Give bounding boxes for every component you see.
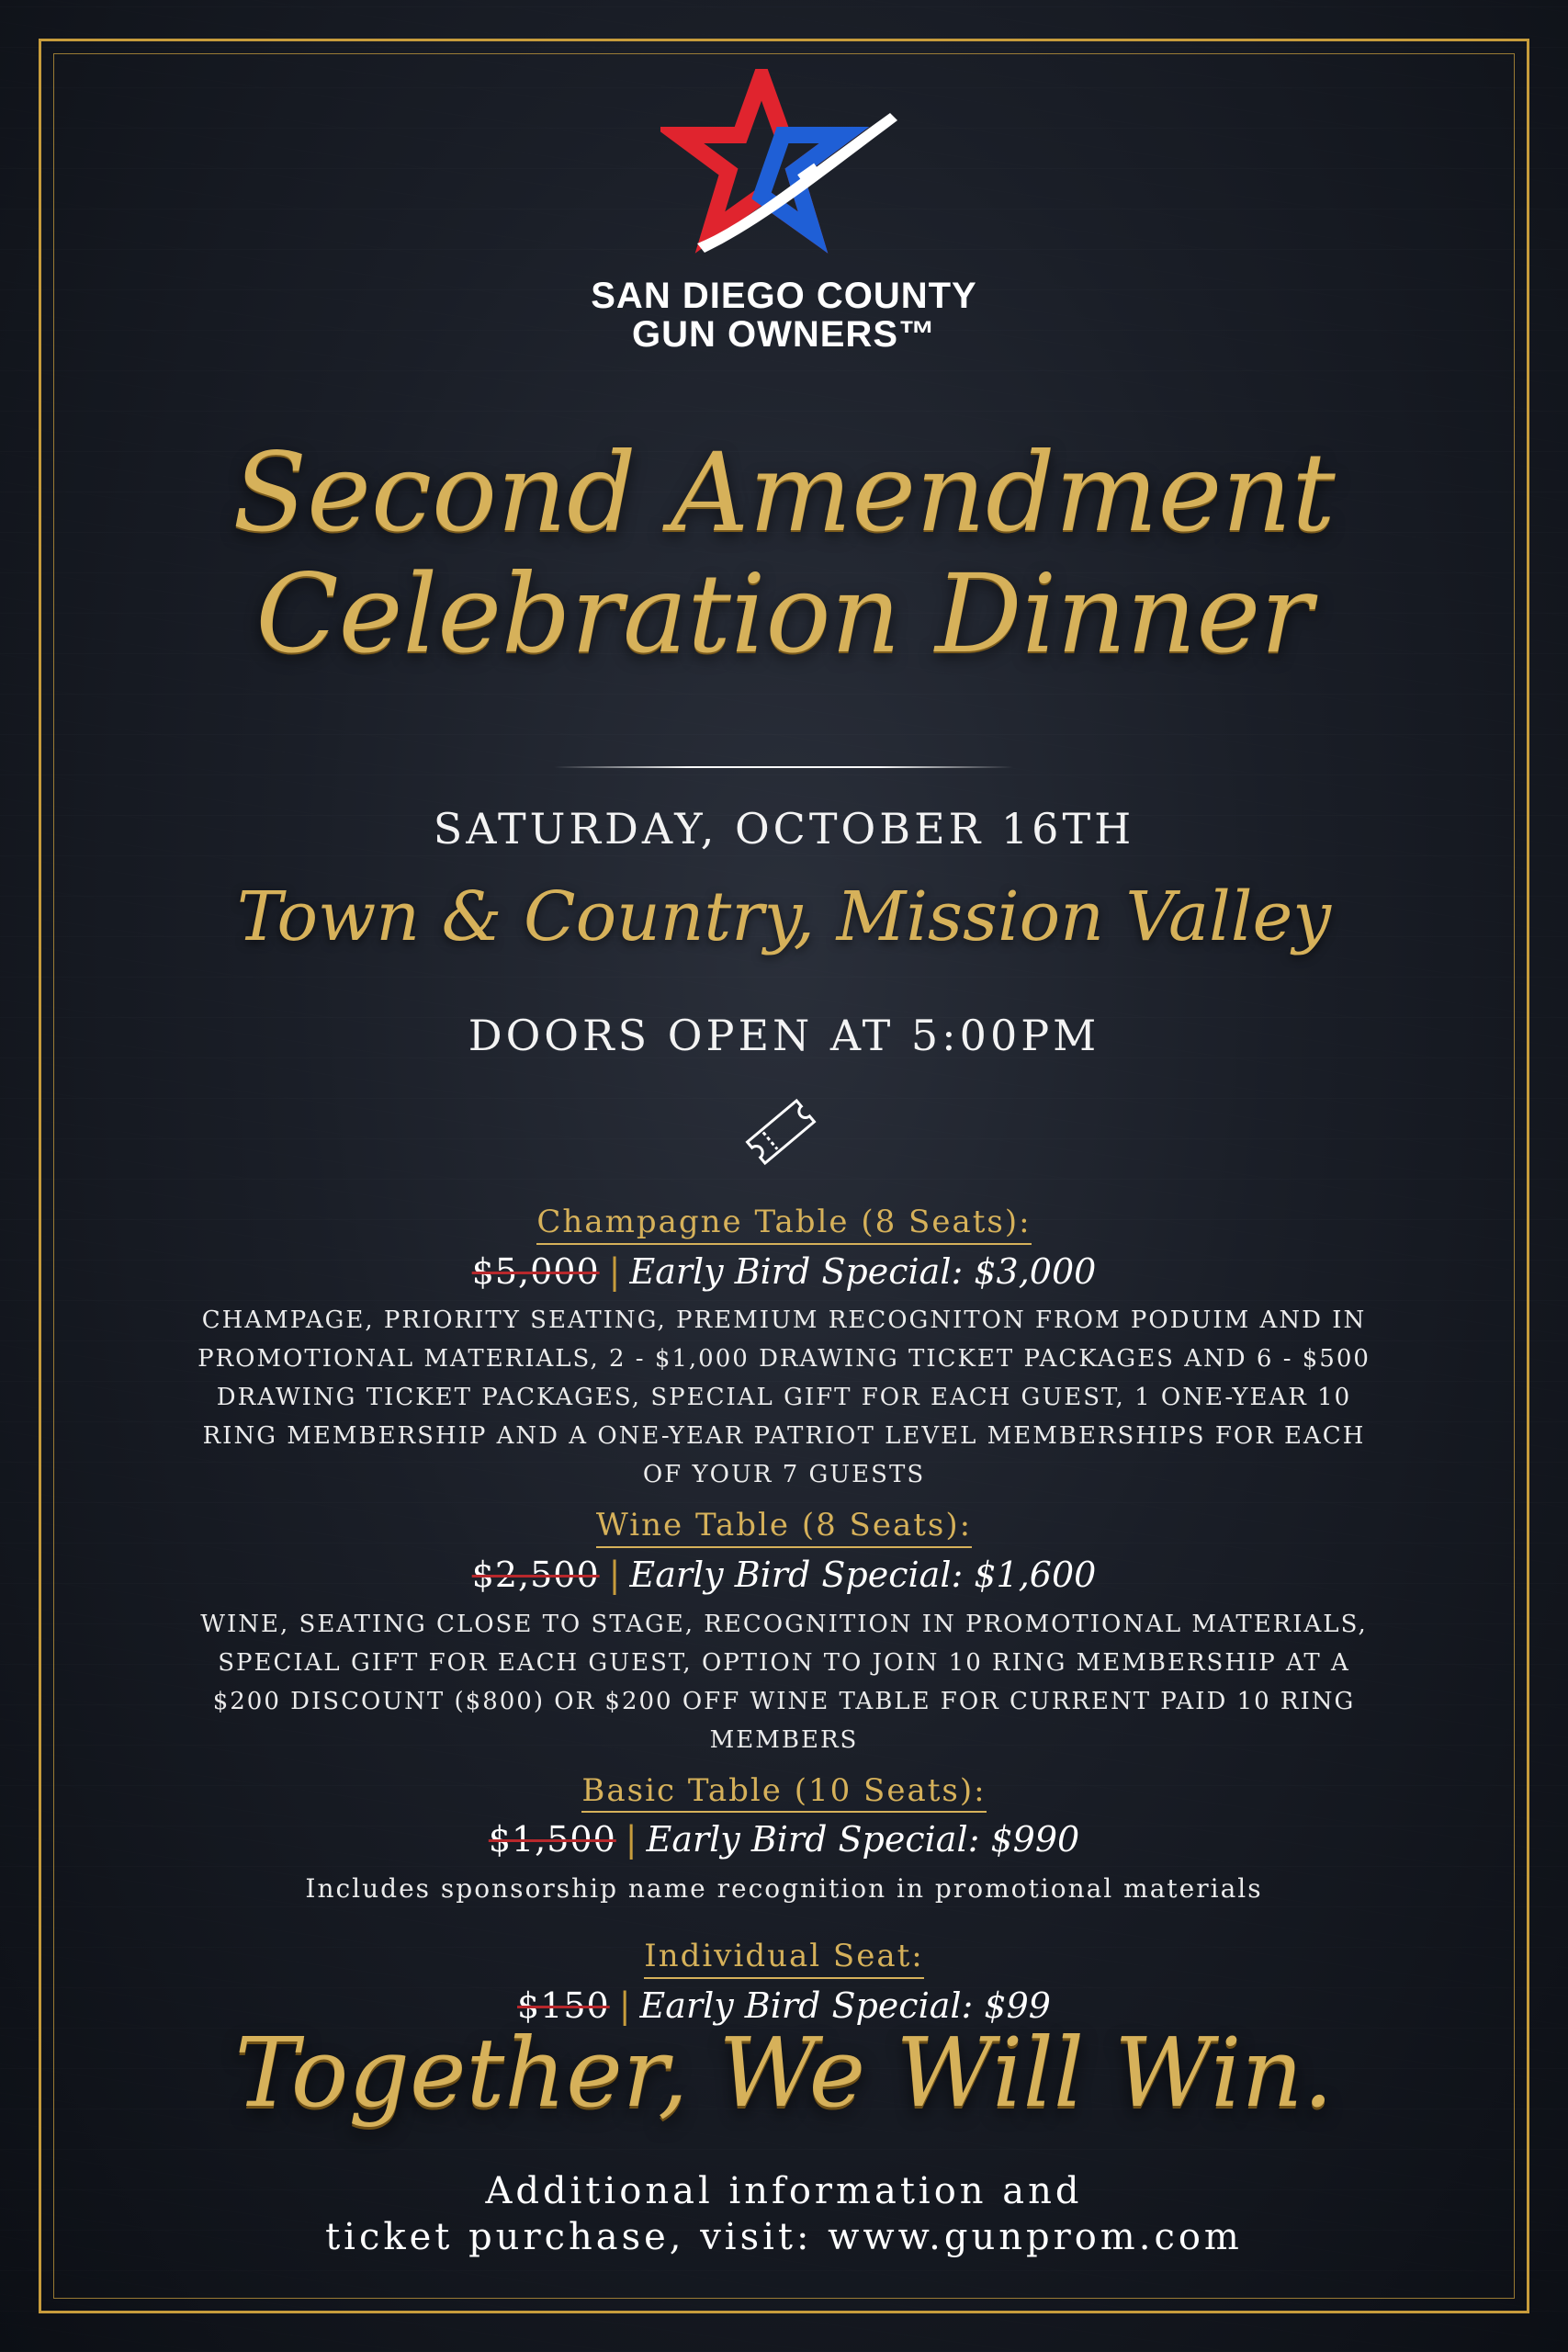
tier-champagne-table: [165, 1204, 1403, 1494]
tier-description: CHAMPAGE, PRIORITY SEATING, PREMIUM RECOGNITON FROM PODUIM AND IN PROMOTIONAL MATERIALS, 2 - $1,000 DRAWING TICKET PACKAGES AND 6 - $500 DRAWING TICKET PACKAGES, SPECIAL GIFT FOR EACH GUEST, 1 ONE-YEAR 10 RING MEMBERSHIP AND A ONE-YEAR PATRIOT LEVEL MEMBERSHIPS FOR EACH OF YOUR 7 GUESTS: [197, 1306, 1371, 1489]
tier-basic-table: [165, 1772, 1403, 1908]
regular-price: $1,500: [488, 1819, 616, 1860]
tier-individual-seat: [165, 1938, 1403, 2028]
ticket-icon: [735, 1095, 827, 1169]
tier-description: Includes sponsorship name recognition in promotional materials: [305, 1872, 1263, 1904]
tier-price-line: [165, 1554, 1403, 1598]
tier-price-line: [165, 1250, 1403, 1295]
slogan: Together, We Will Win.: [234, 2017, 1334, 2129]
event-venue: Town & Country, Mission Valley: [236, 877, 1332, 956]
title-divider: [554, 766, 1013, 768]
organization-logo: [0, 69, 1568, 354]
tier-heading: Wine Table (8 Seats):: [596, 1507, 972, 1548]
regular-price: $2,500: [471, 1555, 600, 1596]
price-separator: |: [625, 1819, 637, 1860]
early-bird-price: Early Bird Special: $3,000: [629, 1250, 1097, 1292]
regular-price: $150: [517, 1984, 610, 2026]
tier-heading: Basic Table (10 Seats):: [581, 1772, 986, 1814]
title-line2: Celebration Dinner: [255, 550, 1313, 678]
tier-heading: Champagne Table (8 Seats):: [536, 1204, 1031, 1245]
early-bird-price: Early Bird Special: $1,600: [629, 1555, 1097, 1596]
price-separator: |: [608, 1250, 621, 1292]
organization-name: [0, 277, 1568, 354]
tier-heading: Individual Seat:: [644, 1938, 923, 1979]
tier-price-line: [165, 1818, 1403, 1862]
event-date: SATURDAY, OCTOBER 16TH: [433, 804, 1135, 854]
tier-description: WINE, SEATING CLOSE TO STAGE, RECOGNITION IN PROMOTIONAL MATERIALS, SPECIAL GIFT FOR EACH GUEST, OPTION TO JOIN 10 RING MEMBERSHIP AT A $200 DISCOUNT ($800) OR $200 OFF WINE TABLE FOR CURRENT PAID 10 RING MEMBERS: [200, 1610, 1368, 1754]
price-separator: |: [608, 1555, 621, 1596]
regular-price: $5,000: [471, 1250, 600, 1292]
tier-wine-table: [165, 1507, 1403, 1758]
footer-info: [0, 2168, 1568, 2260]
early-bird-price: Early Bird Special: $990: [646, 1819, 1080, 1860]
price-separator: |: [618, 1984, 631, 2026]
footer-line2: ticket purchase, visit: www.gunprom.com: [325, 2216, 1243, 2258]
ticket-tiers: [165, 1204, 1403, 2041]
title-line1: Second Amendment: [232, 429, 1336, 556]
early-bird-price: Early Bird Special: $99: [639, 1984, 1051, 2026]
star-with-rifle-icon: [660, 69, 908, 271]
org-name-line2: GUN OWNERS™: [632, 314, 936, 355]
footer-line1: Additional information and: [485, 2170, 1083, 2212]
doors-open-time: DOORS OPEN AT 5:00PM: [468, 1011, 1100, 1060]
org-name-line1: SAN DIEGO COUNTY: [591, 276, 977, 316]
event-title: [0, 429, 1568, 678]
